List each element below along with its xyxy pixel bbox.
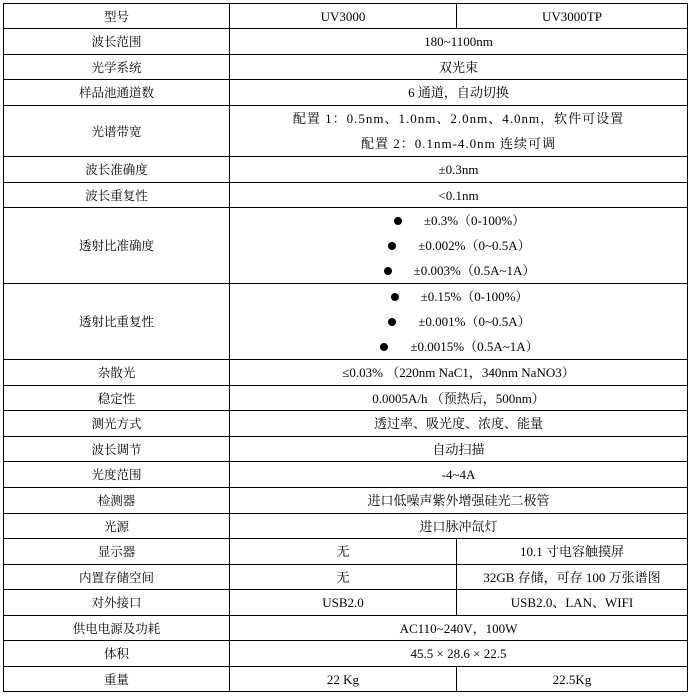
value-detector: 进口低噪声紫外增强硅光二极管 xyxy=(230,488,688,514)
table-row xyxy=(4,411,688,437)
bullet-icon xyxy=(394,217,402,225)
value-storage-uv3000tp: 32GB 存储，可存 100 万张谱图 xyxy=(457,565,688,590)
bandwidth-config-1: 配置 1：0.5nm、1.0nm、2.0nm、4.0nm，软件可设置 xyxy=(292,111,625,126)
row-label-display: 显示器 xyxy=(4,539,230,565)
table-row xyxy=(4,539,688,565)
table-row xyxy=(4,183,688,208)
list-item: ±0.002%（0~0.5A） xyxy=(234,233,683,258)
value-wavelength-repeatability: <0.1nm xyxy=(230,183,688,208)
value-optical-system: 双光束 xyxy=(230,55,688,80)
row-label-wavelength-accuracy: 波长准确度 xyxy=(4,157,230,183)
row-label-wavelength-range: 波长范围 xyxy=(4,29,230,55)
table-row xyxy=(4,106,688,157)
row-label-spectral-bandwidth: 光谱带宽 xyxy=(4,106,230,157)
table-row xyxy=(4,462,688,488)
table-row xyxy=(4,437,688,462)
row-label-stability: 稳定性 xyxy=(4,386,230,411)
list-item: ±0.001%（0~0.5A） xyxy=(234,309,683,334)
table-row xyxy=(4,590,688,616)
value-storage-uv3000: 无 xyxy=(230,565,457,590)
table-row xyxy=(4,157,688,183)
value-transmittance-accuracy xyxy=(230,208,688,284)
bullet-icon xyxy=(388,242,396,250)
table-row xyxy=(4,616,688,641)
bullet-icon xyxy=(391,293,399,301)
value-stability: 0.0005A/h （预热后，500nm） xyxy=(230,386,688,411)
table-row xyxy=(4,80,688,106)
list-item: ±0.0015%（0.5A~1A） xyxy=(234,334,683,359)
table-row xyxy=(4,208,688,284)
value-display-uv3000: 无 xyxy=(230,539,457,565)
row-label-light-source: 光源 xyxy=(4,514,230,539)
value-wavelength-range: 180~1100nm xyxy=(230,29,688,55)
value-uv3000tp: UV3000TP xyxy=(457,4,688,29)
value-uv3000: UV3000 xyxy=(230,4,457,29)
value-display-uv3000tp: 10.1 寸电容触摸屏 xyxy=(457,539,688,565)
row-label-detector: 检测器 xyxy=(4,488,230,514)
value-interfaces-uv3000: USB2.0 xyxy=(230,590,457,616)
bullet-icon xyxy=(384,267,392,275)
list-item: ±0.003%（0.5A~1A） xyxy=(234,258,683,283)
bullet-icon xyxy=(388,318,396,326)
bandwidth-config-2: 配置 2：0.1nm-4.0nm 连续可调 xyxy=(360,136,557,151)
table-row xyxy=(4,29,688,55)
table-row xyxy=(4,514,688,539)
row-label-stray-light: 杂散光 xyxy=(4,360,230,386)
table-row xyxy=(4,360,688,386)
row-label-transmittance-accuracy: 透射比准确度 xyxy=(4,208,230,284)
row-label-photometric-mode: 测光方式 xyxy=(4,411,230,437)
value-weight-uv3000tp: 22.5Kg xyxy=(457,667,688,692)
table-row xyxy=(4,55,688,80)
value-stray-light: ≤0.03% （220nm NaC1，340nm NaNO3） xyxy=(230,360,688,386)
value-interfaces-uv3000tp: USB2.0、LAN、WIFI xyxy=(457,590,688,616)
table-row xyxy=(4,284,688,360)
row-label-optical-system: 光学系统 xyxy=(4,55,230,80)
row-label-internal-storage: 内置存储空间 xyxy=(4,565,230,590)
table-row xyxy=(4,4,688,29)
row-label-dimensions: 体积 xyxy=(4,641,230,667)
row-label-cell-channels: 样品池通道数 xyxy=(4,80,230,106)
value-wavelength-accuracy: ±0.3nm xyxy=(230,157,688,183)
value-dimensions: 45.5 × 28.6 × 22.5 xyxy=(230,641,688,667)
value-wavelength-adjustment: 自动扫描 xyxy=(230,437,688,462)
row-label-interfaces: 对外接口 xyxy=(4,590,230,616)
row-label-photometric-range: 光度范围 xyxy=(4,462,230,488)
value-spectral-bandwidth xyxy=(230,106,688,157)
row-label-power-supply: 供电电源及功耗 xyxy=(4,616,230,641)
value-photometric-range: -4~4A xyxy=(230,462,688,488)
row-label-weight: 重量 xyxy=(4,667,230,692)
value-light-source: 进口脉冲氙灯 xyxy=(230,514,688,539)
table-row xyxy=(4,565,688,590)
value-cell-channels: 6 通道，自动切换 xyxy=(230,80,688,106)
row-label-wavelength-adjustment: 波长调节 xyxy=(4,437,230,462)
list-item: ±0.3%（0-100%） xyxy=(234,208,683,233)
table-row xyxy=(4,386,688,411)
table-row xyxy=(4,667,688,692)
value-photometric-mode: 透过率、吸光度、浓度、能量 xyxy=(230,411,688,437)
value-weight-uv3000: 22 Kg xyxy=(230,667,457,692)
table-row xyxy=(4,641,688,667)
row-label-wavelength-repeatability: 波长重复性 xyxy=(4,183,230,208)
value-power-supply: AC110~240V，100W xyxy=(230,616,688,641)
value-transmittance-repeatability xyxy=(230,284,688,360)
row-label-transmittance-repeatability: 透射比重复性 xyxy=(4,284,230,360)
list-item: ±0.15%（0-100%） xyxy=(234,284,683,309)
bullet-icon xyxy=(380,343,388,351)
table-row xyxy=(4,488,688,514)
spec-table xyxy=(3,3,688,692)
row-label-model: 型号 xyxy=(4,4,230,29)
